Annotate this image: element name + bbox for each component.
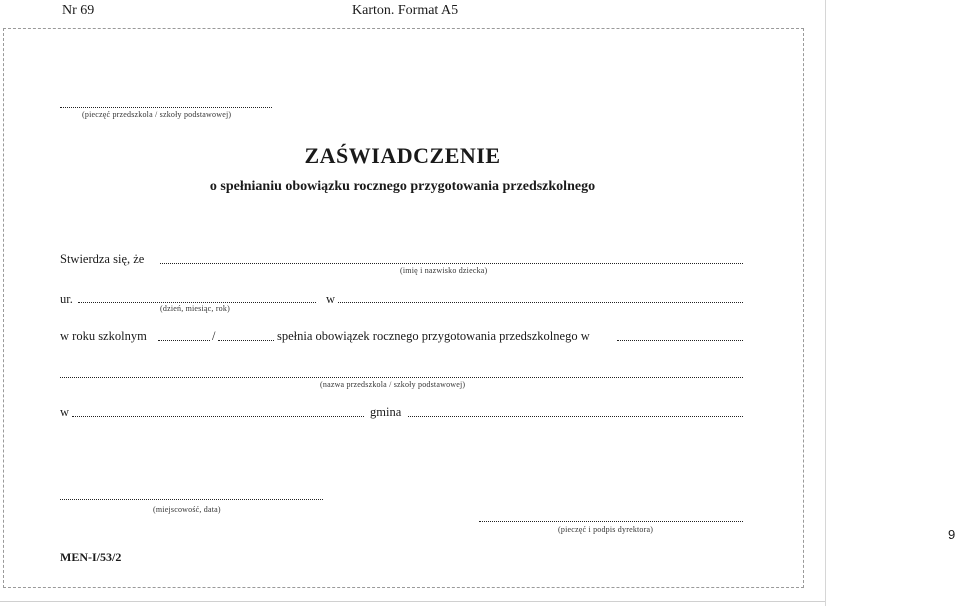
line3-slash: / (212, 329, 216, 343)
line5-gmina-label: gmina (370, 405, 402, 419)
form-code: MEN-I/53/2 (60, 550, 122, 564)
institution-name-field[interactable] (60, 377, 743, 378)
place-date-caption: (miejscowość, data) (153, 505, 221, 514)
document-title: ZAŚWIADCZENIE (304, 143, 501, 168)
birth-place-field[interactable] (338, 302, 743, 303)
birth-date-field[interactable] (78, 302, 316, 303)
line4-caption: (nazwa przedszkola / szkoły podstawowej) (320, 380, 466, 389)
director-caption: (pieczęć i podpis dyrektora) (558, 525, 654, 534)
stamp-dotted-line (60, 107, 272, 108)
director-signature-field[interactable] (479, 521, 743, 522)
line2-w-label: w (326, 292, 336, 306)
line2-caption: (dzień, miesiąc, rok) (160, 304, 230, 313)
child-name-field[interactable] (160, 263, 743, 264)
form-number: Nr 69 (62, 3, 95, 18)
line1-caption: (imię i nazwisko dziecka) (400, 266, 488, 275)
stamp-caption: (pieczęć przedszkola / szkoły podstawowej) (82, 110, 232, 119)
place-date-field[interactable] (60, 499, 323, 500)
page-bottom-divider (0, 601, 825, 602)
format-label: Karton. Format A5 (352, 3, 459, 18)
page-edge-divider (825, 0, 826, 606)
line3-label: w roku szkolnym (60, 329, 147, 343)
institution-field-start[interactable] (617, 340, 743, 341)
line2-label: ur. (60, 292, 73, 306)
school-year-start-field[interactable] (158, 340, 210, 341)
line5-label: w (60, 405, 70, 419)
gmina-field[interactable] (408, 416, 743, 417)
locality-field[interactable] (72, 416, 364, 417)
document-subtitle: o spełnianiu obowiązku rocznego przygotowania przedszkolnego (209, 179, 596, 194)
school-year-end-field[interactable] (218, 340, 274, 341)
page-number: 9 (948, 527, 956, 542)
line3-text: spełnia obowiązek rocznego przygotowania przedszkolnego w (277, 329, 590, 343)
line1-label: Stwierdza się, że (60, 252, 145, 266)
